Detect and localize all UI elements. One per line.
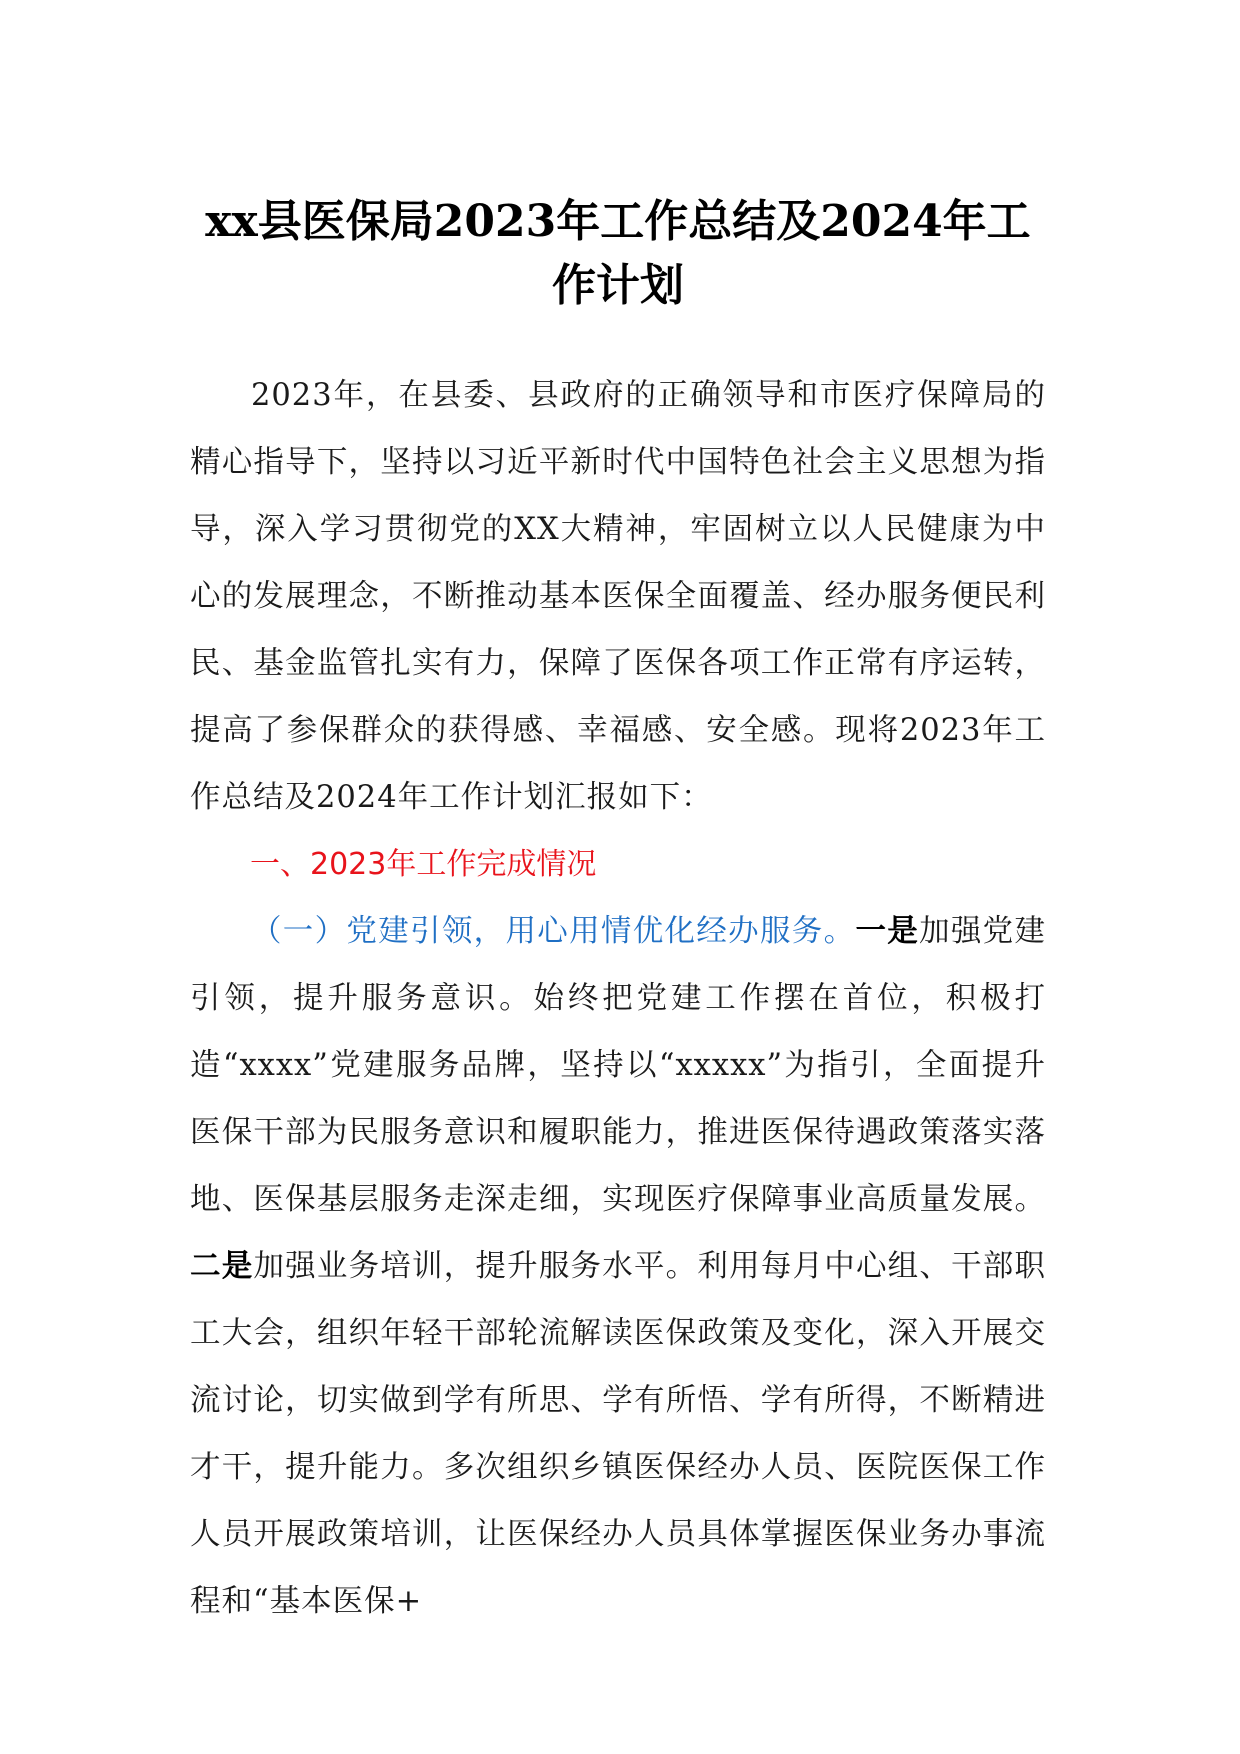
intro-paragraph: 2023年，在县委、县政府的正确领导和市医疗保障局的精心指导下，坚持以习近平新时代中国特色社会主义思想为指导，深入学习贯彻党的XX大精神，牢固树立以人民健康为中心的发展理念，不断推动基本医保全面覆盖、经办服务便民利民、基金监管扎实有力，保障了医保各项工作正常有序运转，提高了参保群众的获得感、幸福感、安全感。现将2023年工作总结及2024年工作计划汇报如下： (190, 378, 1046, 815)
point-label-1: 一是 (855, 914, 920, 949)
point-text-1: 加强党建引领，提升服务意识。始终把党建工作摆在首位，积极打造“xxxx”党建服务品牌，坚持以“xxxxx”为指引，全面提升医保干部为民服务意识和履职能力，推进医保待遇政策落实落地、医保基层服务走深走细，实现医疗保障事业高质量发展。 (190, 914, 1046, 1217)
document-body (190, 190, 1046, 1635)
point-text-2: 加强业务培训，提升服务水平。利用每月中心组、干部职工大会，组织年轻干部轮流解读医保政策及变化，深入开展交流讨论，切实做到学有所思、学有所悟、学有所得，不断精进才干，提升能力。多次组织乡镇医保经办人员、医院医保工作人员开展政策培训，让医保经办人员具体掌握医保业务办事流程和“基本医保+ (190, 1249, 1047, 1619)
subsection-heading-1: （一）党建引领，用心用情优化经办服务。 (251, 914, 856, 949)
subsection-paragraph-1 (190, 898, 1046, 1635)
point-label-2: 二是 (190, 1249, 254, 1284)
document-title: xx县医保局2023年工作总结及2024年工作计划 (205, 196, 1031, 311)
section-heading-1: 一、2023年工作完成情况 (250, 847, 597, 882)
